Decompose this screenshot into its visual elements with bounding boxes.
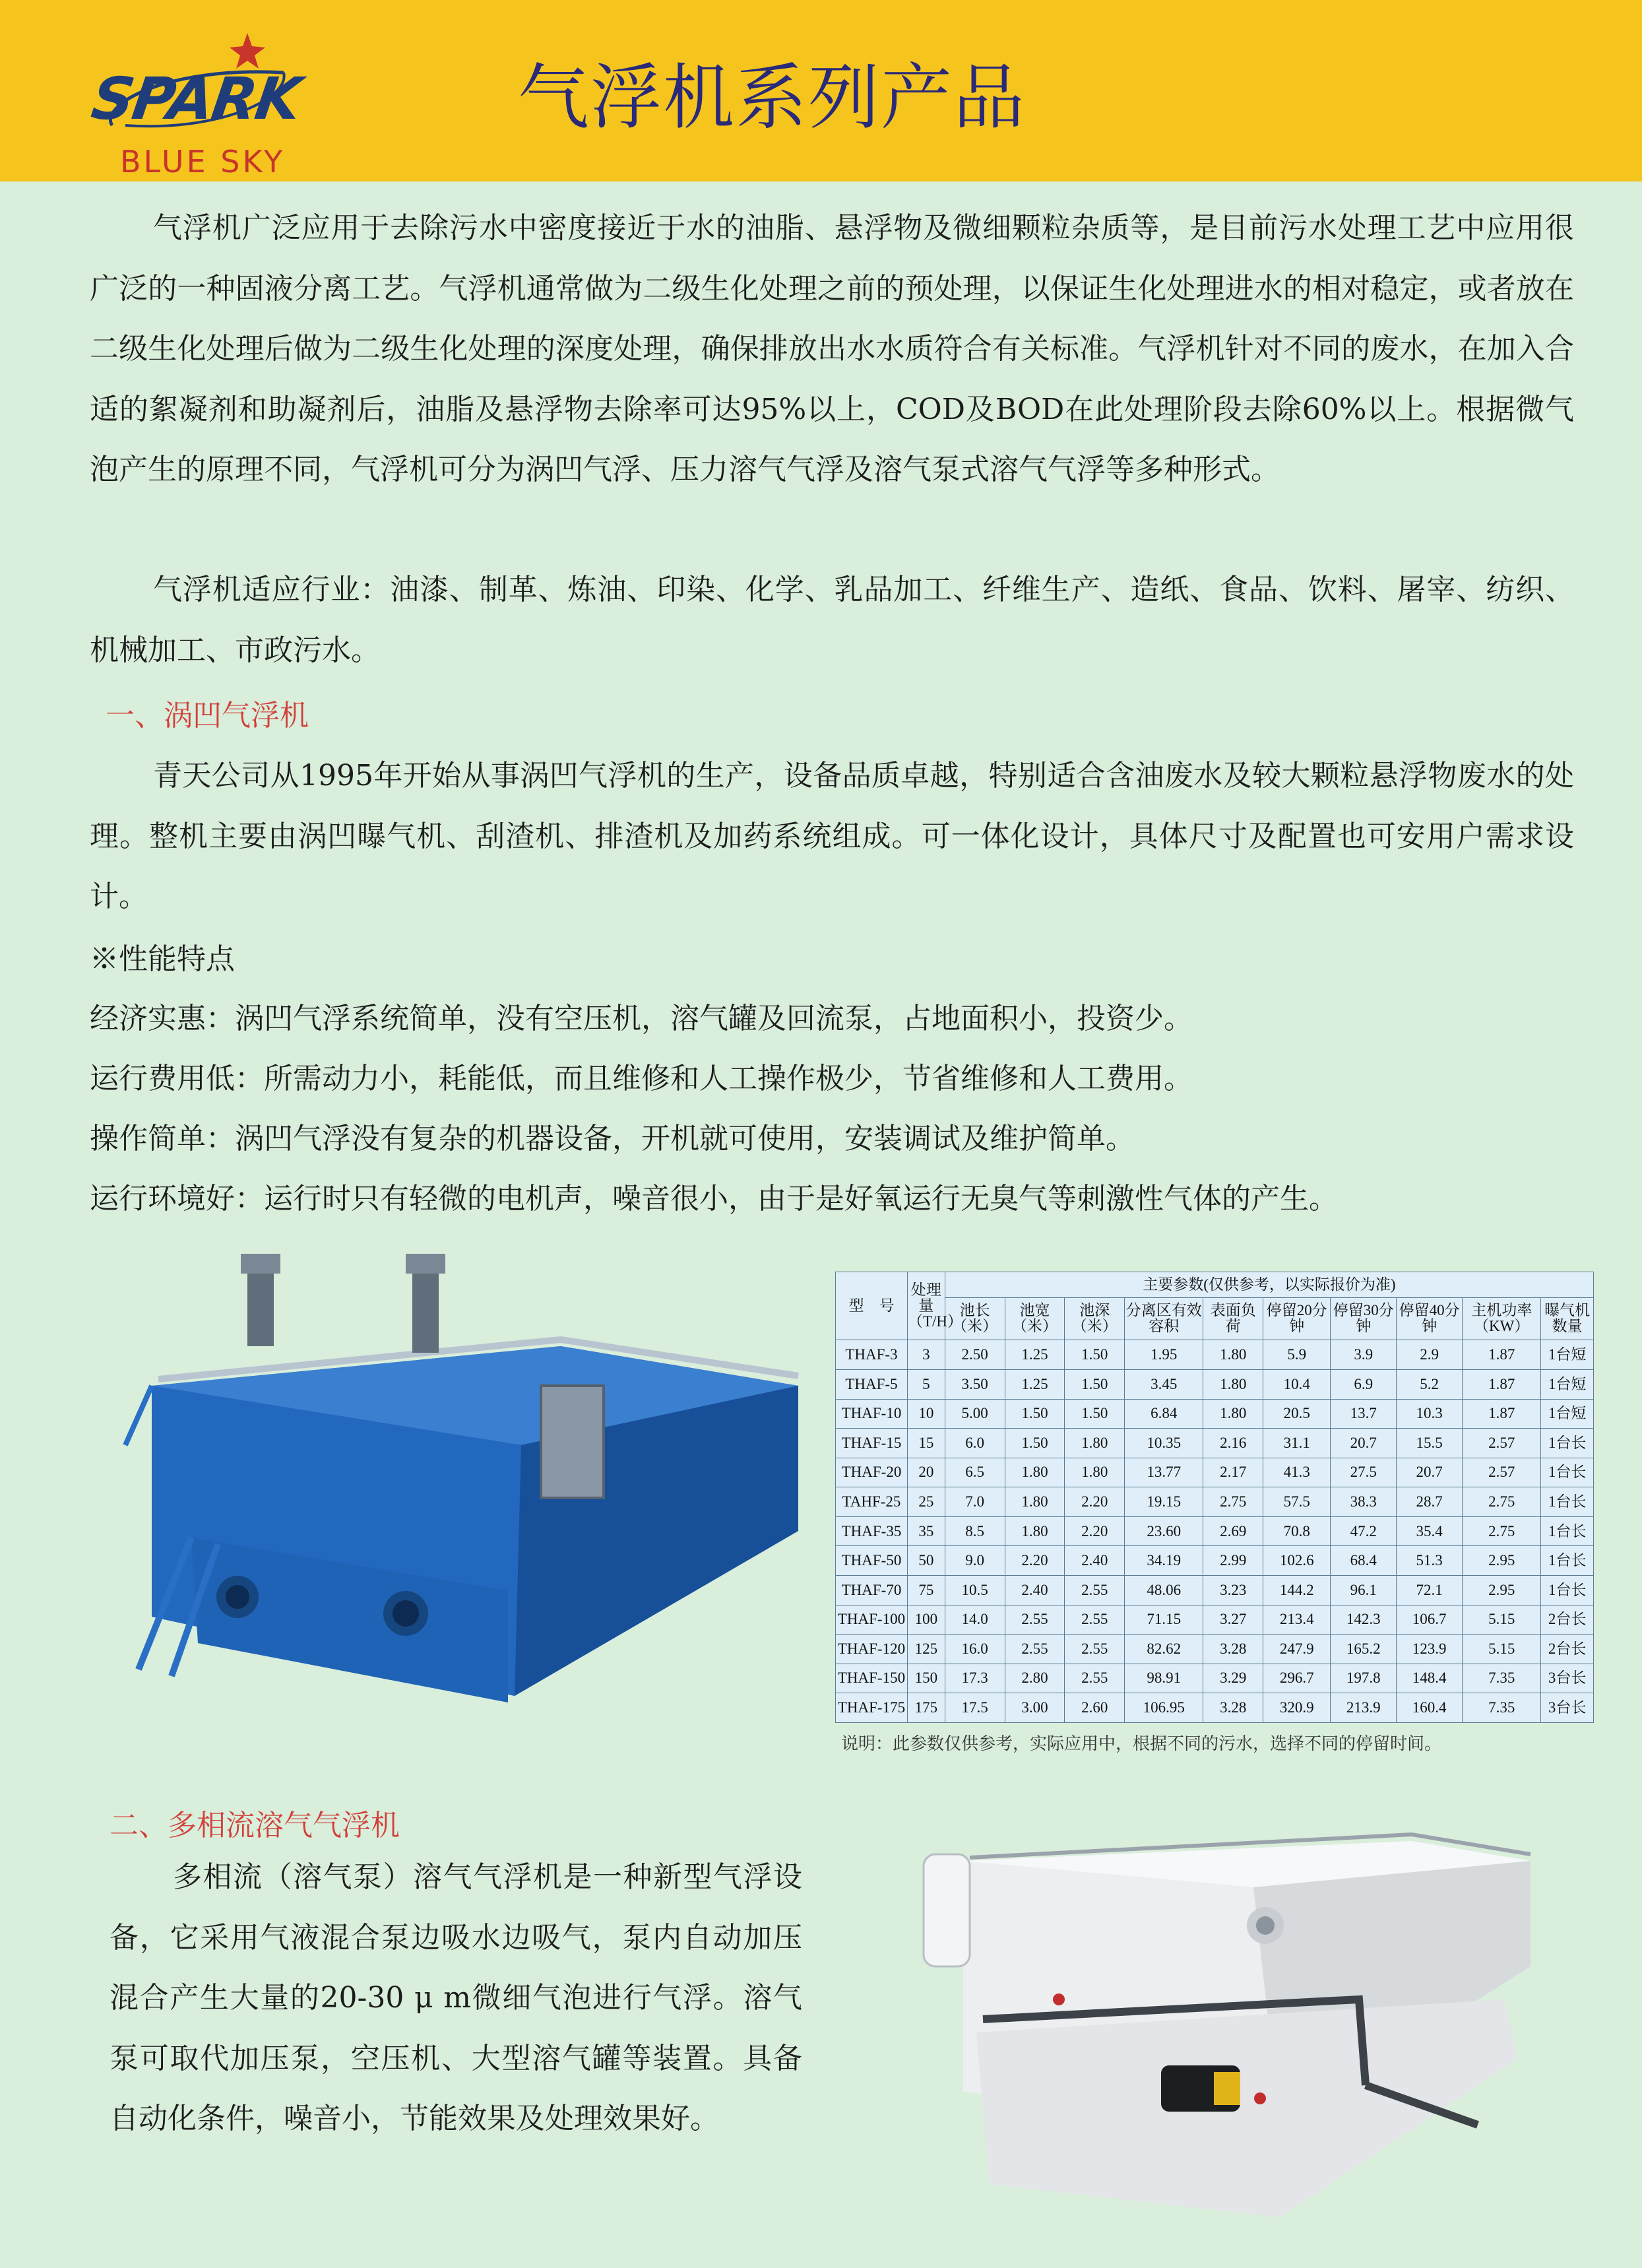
table-row — [836, 1575, 1594, 1605]
table-cell: 2.55 — [1005, 1605, 1065, 1635]
feature-item: 操作简单：涡凹气浮没有复杂的机器设备，开机就可使用，安装调试及维护简单。 — [90, 1122, 1135, 1155]
table-cell: 1.87 — [1463, 1369, 1541, 1399]
table-cell: 3.28 — [1203, 1693, 1263, 1723]
table-cell: 10 — [907, 1399, 945, 1429]
table-cell: 96.1 — [1331, 1575, 1397, 1605]
table-cell: 3.50 — [945, 1369, 1005, 1399]
table-cell: 2.20 — [1065, 1516, 1125, 1546]
table-cell: 106.95 — [1125, 1693, 1203, 1723]
table-cell: 1.80 — [1065, 1429, 1125, 1458]
spec-table-body — [836, 1340, 1594, 1723]
table-cell: 144.2 — [1263, 1575, 1331, 1605]
table-cell: 2.99 — [1203, 1546, 1263, 1576]
table-cell: 142.3 — [1331, 1605, 1397, 1635]
table-cell: 1台长 — [1541, 1546, 1594, 1576]
model-cell: THAF-15 — [836, 1429, 908, 1458]
table-cell: 82.62 — [1125, 1635, 1203, 1664]
table-cell: 102.6 — [1263, 1546, 1331, 1576]
table-cell: 1台长 — [1541, 1429, 1594, 1458]
table-cell: 3台长 — [1541, 1664, 1594, 1693]
table-cell: 150 — [907, 1664, 945, 1693]
table-row — [836, 1635, 1594, 1664]
header-banner — [0, 0, 1642, 181]
table-header-col: 分离区有效容积 — [1125, 1297, 1203, 1340]
table-cell: 1.50 — [1065, 1399, 1125, 1429]
table-cell: 28.7 — [1397, 1487, 1463, 1517]
table-cell: 213.9 — [1331, 1693, 1397, 1723]
table-cell: 27.5 — [1331, 1458, 1397, 1487]
table-cell: 14.0 — [945, 1605, 1005, 1635]
table-cell: 2.69 — [1203, 1516, 1263, 1546]
table-cell: 3 — [907, 1340, 945, 1370]
table-row — [836, 1605, 1594, 1635]
table-cell: 75 — [907, 1575, 945, 1605]
table-cell: 8.5 — [945, 1516, 1005, 1546]
table-cell: 38.3 — [1331, 1487, 1397, 1517]
table-cell: 9.0 — [945, 1546, 1005, 1576]
table-cell: 35.4 — [1397, 1516, 1463, 1546]
table-cell: 15.5 — [1397, 1429, 1463, 1458]
table-row — [836, 1340, 1594, 1370]
table-cell: 3.9 — [1331, 1340, 1397, 1370]
table-cell: 5 — [907, 1369, 945, 1399]
table-cell: 213.4 — [1263, 1605, 1331, 1635]
table-note: 说明：此参数仅供参考，实际应用中，根据不同的污水，选择不同的停留时间。 — [841, 1734, 1442, 1754]
table-cell: 41.3 — [1263, 1458, 1331, 1487]
table-header-col: 主机功率（KW） — [1463, 1297, 1541, 1340]
model-cell: THAF-175 — [836, 1693, 908, 1723]
table-row — [836, 1516, 1594, 1546]
table-cell: 2.17 — [1203, 1458, 1263, 1487]
table-cell: 2.50 — [945, 1340, 1005, 1370]
table-cell: 71.15 — [1125, 1605, 1203, 1635]
table-cell: 5.9 — [1263, 1340, 1331, 1370]
table-cell: 1.80 — [1005, 1516, 1065, 1546]
table-cell: 68.4 — [1331, 1546, 1397, 1576]
table-cell: 47.2 — [1331, 1516, 1397, 1546]
section2-title: 二、多相流溶气气浮机 — [110, 1809, 400, 1842]
table-cell: 1.87 — [1463, 1340, 1541, 1370]
table-cell: 2.9 — [1397, 1340, 1463, 1370]
table-cell: 1台短 — [1541, 1340, 1594, 1370]
table-cell: 2.20 — [1065, 1487, 1125, 1517]
table-cell: 6.84 — [1125, 1399, 1203, 1429]
table-cell: 2.55 — [1005, 1635, 1065, 1664]
table-cell: 1.50 — [1005, 1429, 1065, 1458]
table-cell: 98.91 — [1125, 1664, 1203, 1693]
table-cell: 2.95 — [1463, 1546, 1541, 1576]
table-cell: 1.25 — [1005, 1340, 1065, 1370]
feature-item: 运行环境好：运行时只有轻微的电机声，噪音很小，由于是好氧运行无臭气等刺激性气体的产生。 — [90, 1182, 1338, 1215]
table-row — [836, 1693, 1594, 1723]
table-cell: 2.55 — [1065, 1605, 1125, 1635]
table-cell: 6.9 — [1331, 1369, 1397, 1399]
table-cell: 57.5 — [1263, 1487, 1331, 1517]
table-header-group: 主要参数(仅供参考，以实际报价为准) — [945, 1272, 1593, 1298]
table-cell: 1.50 — [1005, 1399, 1065, 1429]
model-cell: THAF-150 — [836, 1664, 908, 1693]
table-cell: 2.95 — [1463, 1575, 1541, 1605]
model-cell: THAF-120 — [836, 1635, 908, 1664]
table-cell: 10.35 — [1125, 1429, 1203, 1458]
table-cell: 72.1 — [1397, 1575, 1463, 1605]
table-cell: 20.7 — [1331, 1429, 1397, 1458]
table-cell: 1台长 — [1541, 1516, 1594, 1546]
table-cell: 160.4 — [1397, 1693, 1463, 1723]
table-cell: 10.4 — [1263, 1369, 1331, 1399]
table-cell: 20.7 — [1397, 1458, 1463, 1487]
table-cell: 5.2 — [1397, 1369, 1463, 1399]
table-cell: 7.0 — [945, 1487, 1005, 1517]
feature-item: 运行费用低：所需动力小，耗能低，而且维修和人工操作极少，节省维修和人工费用。 — [90, 1062, 1193, 1095]
table-cell: 296.7 — [1263, 1664, 1331, 1693]
feature-item: 经济实惠：涡凹气浮系统简单，没有空压机，溶气罐及回流泵，占地面积小，投资少。 — [90, 1002, 1193, 1035]
industries-paragraph: 气浮机适应行业：油漆、制革、炼油、印染、化学、乳品加工、纤维生产、造纸、食品、饮料、屠宰、纺织、机械加工、市政污水。 — [90, 573, 1574, 667]
model-cell: THAF-50 — [836, 1546, 908, 1576]
table-cell: 1台长 — [1541, 1458, 1594, 1487]
table-cell: 34.19 — [1125, 1546, 1203, 1576]
table-cell: 3.29 — [1203, 1664, 1263, 1693]
features-heading: ※性能特点 — [90, 942, 235, 976]
model-cell: THAF-35 — [836, 1516, 908, 1546]
table-cell: 2.57 — [1463, 1458, 1541, 1487]
table-cell: 3.27 — [1203, 1605, 1263, 1635]
table-cell: 3.23 — [1203, 1575, 1263, 1605]
table-cell: 23.60 — [1125, 1516, 1203, 1546]
table-cell: 1.80 — [1203, 1340, 1263, 1370]
table-cell: 3台长 — [1541, 1693, 1594, 1723]
table-cell: 6.0 — [945, 1429, 1005, 1458]
table-cell: 5.15 — [1463, 1635, 1541, 1664]
table-header-col: 停留20分钟 — [1263, 1297, 1331, 1340]
table-header-col: 表面负荷 — [1203, 1297, 1263, 1340]
table-cell: 148.4 — [1397, 1664, 1463, 1693]
logo-subtitle: BLUE SKY — [120, 144, 286, 179]
intro-paragraph: 气浮机广泛应用于去除污水中密度接近于水的油脂、悬浮物及微细颗粒杂质等，是目前污水处理工艺中应用很广泛的一种固液分离工艺。气浮机通常做为二级生化处理之前的预处理，以保证生化处理进水的相对稳定，或者放在二级生化处理后做为二级生化处理的深度处理，确保排放出水水质符合有关标准。气浮机针对不同的废水，在加入合适的絮凝剂和助凝剂后，油脂及悬浮物去除率可达95%以上，COD及BOD在此处理阶段去除60%以上。根据微气泡产生的原理不同，气浮机可分为涡凹气浮、压力溶气气浮及溶气泵式溶气气浮等多种形式。 — [90, 211, 1574, 486]
table-header-model: 型 号 — [836, 1272, 908, 1340]
table-header-col: 停留30分钟 — [1331, 1297, 1397, 1340]
table-cell: 6.5 — [945, 1458, 1005, 1487]
model-cell: THAF-70 — [836, 1575, 908, 1605]
table-cell: 1.50 — [1065, 1369, 1125, 1399]
table-cell: 2.75 — [1463, 1487, 1541, 1517]
dissolved-air-flotation-machine-image — [884, 1782, 1537, 2230]
table-cell: 1台短 — [1541, 1399, 1594, 1429]
table-cell: 13.7 — [1331, 1399, 1397, 1429]
table-header-capacity: 处理量（T/H） — [907, 1272, 945, 1340]
table-cell: 1.80 — [1005, 1458, 1065, 1487]
table-cell: 17.5 — [945, 1693, 1005, 1723]
table-row — [836, 1399, 1594, 1429]
section2-description: 多相流（溶气泵）溶气气浮机是一种新型气浮设备，它采用气液混合泵边吸水边吸气，泵内自动加压混合产生大量的20-30 μ m微细气泡进行气浮。溶气泵可取代加压泵，空压机、大型溶气罐等装置。具备自动化条件，噪音小，节能效果及处理效果好。 — [110, 1860, 802, 2135]
table-cell: 1台长 — [1541, 1487, 1594, 1517]
logo-wordmark: SPARK — [87, 65, 305, 133]
table-cell: 2.40 — [1005, 1575, 1065, 1605]
page-title: 气浮机系列产品 — [518, 57, 1026, 139]
table-row — [836, 1369, 1594, 1399]
table-cell: 2台长 — [1541, 1635, 1594, 1664]
table-cell: 15 — [907, 1429, 945, 1458]
model-cell: THAF-20 — [836, 1458, 908, 1487]
table-cell: 5.15 — [1463, 1605, 1541, 1635]
table-cell: 1.50 — [1065, 1340, 1125, 1370]
table-cell: 16.0 — [945, 1635, 1005, 1664]
table-cell: 51.3 — [1397, 1546, 1463, 1576]
table-header-col: 池宽（米） — [1005, 1297, 1065, 1340]
table-cell: 247.9 — [1263, 1635, 1331, 1664]
spec-table — [835, 1272, 1594, 1723]
vortex-flotation-machine-image — [112, 1247, 811, 1722]
table-cell: 2.55 — [1065, 1575, 1125, 1605]
table-cell: 123.9 — [1397, 1635, 1463, 1664]
table-cell: 1.80 — [1065, 1458, 1125, 1487]
table-cell: 100 — [907, 1605, 945, 1635]
table-cell: 10.3 — [1397, 1399, 1463, 1429]
model-cell: THAF-10 — [836, 1399, 908, 1429]
table-row — [836, 1546, 1594, 1576]
table-cell: 2.57 — [1463, 1429, 1541, 1458]
table-cell: 106.7 — [1397, 1605, 1463, 1635]
table-cell: 20 — [907, 1458, 945, 1487]
table-cell: 1.25 — [1005, 1369, 1065, 1399]
table-cell: 7.35 — [1463, 1693, 1541, 1723]
section1-description: 青天公司从1995年开始从事涡凹气浮机的生产，设备品质卓越，特别适合含油废水及较大颗粒悬浮物废水的处理。整机主要由涡凹曝气机、刮渣机、排渣机及加药系统组成。可一体化设计，具体尺寸及配置也可安用户需求设计。 — [90, 759, 1574, 913]
company-logo — [86, 26, 303, 181]
table-cell: 10.5 — [945, 1575, 1005, 1605]
table-cell: 35 — [907, 1516, 945, 1546]
table-header-col: 曝气机数量 — [1541, 1297, 1594, 1340]
model-cell: THAF-100 — [836, 1605, 908, 1635]
table-cell: 2.80 — [1005, 1664, 1065, 1693]
table-cell: 1.80 — [1203, 1369, 1263, 1399]
table-cell: 5.00 — [945, 1399, 1005, 1429]
table-cell: 7.35 — [1463, 1664, 1541, 1693]
table-cell: 2.16 — [1203, 1429, 1263, 1458]
table-cell: 70.8 — [1263, 1516, 1331, 1546]
table-row — [836, 1429, 1594, 1458]
table-cell: 17.3 — [945, 1664, 1005, 1693]
table-row — [836, 1458, 1594, 1487]
table-cell: 165.2 — [1331, 1635, 1397, 1664]
table-cell: 3.00 — [1005, 1693, 1065, 1723]
table-cell: 1台短 — [1541, 1369, 1594, 1399]
table-cell: 1台长 — [1541, 1575, 1594, 1605]
table-cell: 48.06 — [1125, 1575, 1203, 1605]
table-header-col: 停留40分钟 — [1397, 1297, 1463, 1340]
table-cell: 2.75 — [1203, 1487, 1263, 1517]
table-cell: 1.80 — [1203, 1399, 1263, 1429]
table-cell: 125 — [907, 1635, 945, 1664]
model-cell: THAF-5 — [836, 1369, 908, 1399]
table-header-col: 池长（米） — [945, 1297, 1005, 1340]
section1-title: 一、涡凹气浮机 — [106, 699, 309, 732]
table-cell: 2.40 — [1065, 1546, 1125, 1576]
table-cell: 13.77 — [1125, 1458, 1203, 1487]
table-cell: 2.55 — [1065, 1664, 1125, 1693]
table-cell: 3.45 — [1125, 1369, 1203, 1399]
table-header-col: 池深（米） — [1065, 1297, 1125, 1340]
table-cell: 3.28 — [1203, 1635, 1263, 1664]
table-row — [836, 1487, 1594, 1517]
table-cell: 2.20 — [1005, 1546, 1065, 1576]
model-cell: TAHF-25 — [836, 1487, 908, 1517]
table-cell: 1.87 — [1463, 1399, 1541, 1429]
table-cell: 2.75 — [1463, 1516, 1541, 1546]
model-cell: THAF-3 — [836, 1340, 908, 1370]
table-cell: 2.60 — [1065, 1693, 1125, 1723]
table-cell: 320.9 — [1263, 1693, 1331, 1723]
table-cell: 2.55 — [1065, 1635, 1125, 1664]
table-cell: 20.5 — [1263, 1399, 1331, 1429]
table-cell: 1.80 — [1005, 1487, 1065, 1517]
table-cell: 31.1 — [1263, 1429, 1331, 1458]
table-cell: 2台长 — [1541, 1605, 1594, 1635]
table-cell: 50 — [907, 1546, 945, 1576]
table-cell: 19.15 — [1125, 1487, 1203, 1517]
table-cell: 25 — [907, 1487, 945, 1517]
table-cell: 197.8 — [1331, 1664, 1397, 1693]
table-row — [836, 1664, 1594, 1693]
table-cell: 1.95 — [1125, 1340, 1203, 1370]
table-cell: 175 — [907, 1693, 945, 1723]
